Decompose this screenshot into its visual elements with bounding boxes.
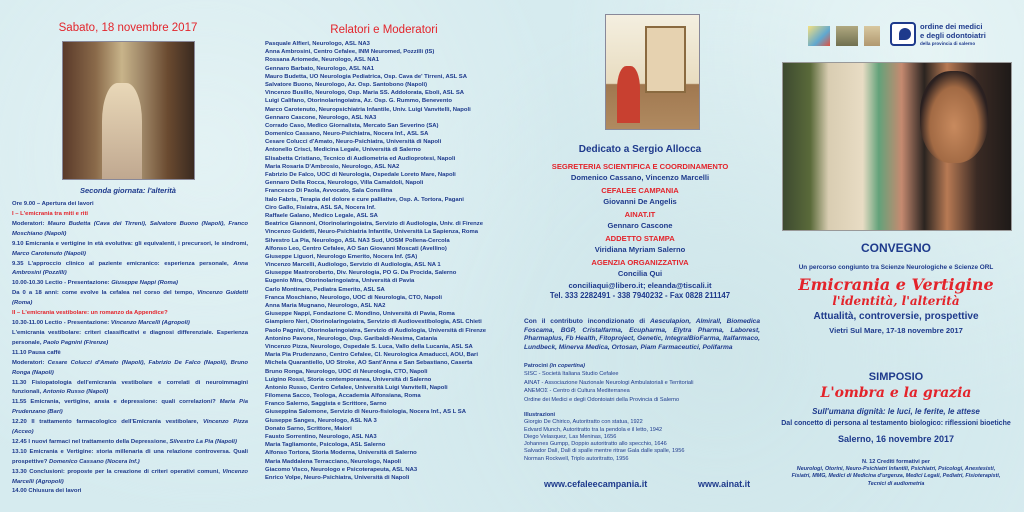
org-section-title: AGENZIA ORGANIZZATIVA bbox=[591, 258, 689, 267]
illustration-image bbox=[62, 41, 195, 180]
speaker-item: Giuseppe Mastroroberto, Div. Neurologia, PO G. Da Procida, Salerno bbox=[265, 270, 457, 277]
credits-title: N. 12 Crediti formativi per bbox=[861, 459, 931, 465]
program-item: Moderatori: Mauro Budetta (Cava dei Tirreni), Salvatore Buono (Napoli), Franco Moschiano (Napoli) bbox=[12, 220, 248, 237]
org-section-title: ADDETTO STAMPA bbox=[605, 234, 675, 243]
speaker-item: Gennaro Cascone, Neurologo, ASL NA3 bbox=[265, 114, 377, 121]
speaker-item: Franca Moschiano, Neurologo, UOC di Neurologia, CTO, Napoli bbox=[265, 294, 442, 301]
de-chirico-painting-image bbox=[782, 62, 1012, 231]
speaker-item: Elisabetta Cristiano, Tecnico di Audiometria ed Audioprotesi, Napoli bbox=[265, 155, 456, 162]
speaker-item: Vincenzo Busillo, Neurologo, Osp. Maria SS. Addolorata, Eboli, ASL SA bbox=[265, 90, 464, 97]
program-item: 9.10 Emicrania e vertigine in età evolutiva: gli equivalenti, i precursori, le sindromi, Marco Carotenuto (Napoli) bbox=[12, 240, 248, 257]
program-item: Da 0 a 18 anni: come evolve la cefalea nel corso del tempo, Vincenzo Guidetti (Roma) bbox=[12, 290, 248, 307]
panel-cover bbox=[768, 0, 1024, 512]
speaker-item: Gennaro Della Rocca, Neurologo, Villa Camaldoli, Napoli bbox=[265, 180, 424, 187]
speakers-title: Relatori e Moderatori bbox=[330, 24, 438, 36]
speaker-item: Filomena Sacco, Teologa, Accademia Alfonsiana, Roma bbox=[265, 393, 421, 400]
simposio-description: Dal concetto di persona al testamento biologico: riflessioni bioetiche bbox=[781, 420, 1011, 427]
patronage-item: SISC - Società Italiana Studio Cefalee bbox=[524, 371, 619, 378]
program-item: 13.30 Conclusioni: proposte per la creazione di criteri operativi comuni, Vincenzo Marcelli (Agropoli) bbox=[12, 468, 248, 485]
speaker-item: Giuseppe Nappi, Fondazione C. Mondino, Università di Pavia, Roma bbox=[265, 311, 455, 318]
speaker-item: Enrico Volpe, Neuro-Psichiatra, Università di Napoli bbox=[265, 474, 410, 481]
speaker-item: Maria Rosaria D'Ambrosio, Neurologo, ASL NA2 bbox=[265, 163, 400, 170]
website-link-ainat[interactable]: www.ainat.it bbox=[698, 479, 751, 489]
ainat-logo-icon bbox=[836, 26, 858, 46]
speaker-item: Ciro Gallo, Fisiatra, ASL SA, Nocera Inf. bbox=[265, 204, 376, 211]
speaker-item: Raffaele Galano, Medico Legale, ASL SA bbox=[265, 212, 378, 219]
program-item: Moderatori: Cesare Colucci d'Amato (Napoli), Fabrizio De Falco (Napoli), Bruno Ronga (Napoli) bbox=[12, 359, 248, 376]
speaker-item: Alfonso Tortora, Storia Moderna, Università di Salerno bbox=[265, 450, 417, 457]
speaker-item: Silvestro La Pia, Neurologo, ASL NA3 Sud, UOSM Pollena-Cercola bbox=[265, 237, 450, 244]
rockwell-illustration-image bbox=[605, 14, 700, 130]
speaker-item: Giuseppe Liguori, Neurologo Emerito, Nocera Inf. (SA) bbox=[265, 253, 418, 260]
simposio-label: SIMPOSIO bbox=[868, 371, 924, 383]
speaker-item: Domenico Cassano, Neuro-Psichiatra, Nocera Inf., ASL SA bbox=[265, 131, 429, 138]
speaker-item: Luigi Califano, Otorinolaringoiatra, Az. Osp. G. Rummo, Benevento bbox=[265, 98, 452, 105]
sponsors-text: Con il contributo incondizionato di Aesculapion, Almirall, Biomedica Foscama, BGP, Cristalfarma, Ecupharma, Elytra Pharma, Laborest, Pharmaplus, Fb Health, Fitoproject, Genetic, IntegralBioFarma, Italfarmaco, Lundbeck, Minerva Medica, Ortosan, Piam Farmaceutici, Polifarma bbox=[524, 318, 760, 352]
speaker-item: Corrado Caso, Medico Giornalista, Mercato San Severino (SA) bbox=[265, 122, 439, 129]
speaker-item: Donato Sarno, Scrittore, Maiori bbox=[265, 425, 352, 432]
convegno-place-date: Vietri Sul Mare, 17-18 novembre 2017 bbox=[829, 326, 963, 335]
illustration-credit: Edvard Munch, Autoritratto tra la pendola e il letto, 1942 bbox=[524, 426, 663, 433]
program-item: 11.10 Pausa caffè bbox=[12, 349, 61, 356]
speaker-item: Fabrizio De Falco, UOC di Neurologia, Ospedale Loreto Mare, Napoli bbox=[265, 172, 456, 178]
speakers-list bbox=[265, 40, 510, 482]
anemos-logo-icon bbox=[864, 26, 880, 46]
speaker-item: Bruno Ronga, Neurologo, UOC di Neurologia, CTO, Napoli bbox=[265, 368, 428, 375]
speaker-item: Maria Pia Prudenzano, Centro Cefalee, Cl. Neurologica Amaducci, AOU, Bari bbox=[265, 352, 478, 359]
day-title: Sabato, 18 novembre 2017 bbox=[58, 22, 198, 34]
patronage-item: Ordine dei Medici e degli Odontoiatri della Provincia di Salerno bbox=[524, 396, 680, 403]
speaker-item: Luigino Rossi, Storia contemporanea, Università di Salerno bbox=[265, 376, 432, 383]
speaker-item: Giacomo Visco, Neurologo e Psicoterapeuta, ASL NA3 bbox=[265, 466, 418, 473]
org-section-value: Gennaro Cascone bbox=[607, 221, 673, 230]
speaker-item: Eugenio Mira, Otorinolaringoiatra, Università di Pavia bbox=[265, 278, 415, 285]
tagline: Attualità, controversie, prospettive bbox=[813, 311, 979, 322]
main-title: Emicrania e Vertigine bbox=[798, 275, 994, 294]
org-section-value: Domenico Cassano, Vincenzo Marcelli bbox=[570, 173, 710, 182]
program-item: 13.10 Emicrania e Vertigine: storia millenaria di una relazione controversa. Quali prospettive? Domenico Cassano (Nocera Inf.) bbox=[12, 448, 248, 465]
program-item: 10.00-10.30 Lectio - Presentazione: Giuseppe Nappi (Roma) bbox=[12, 280, 178, 287]
patronage-item: AINAT - Associazione Nazionale Neurologi Ambulatoriali e Territoriali bbox=[524, 379, 694, 386]
convegno-label: CONVEGNO bbox=[860, 241, 931, 255]
panel-speakers bbox=[256, 0, 512, 512]
speaker-item: Antonio Russo, Centro Cefalee, Università Luigi Vanvitelli, Napoli bbox=[265, 384, 448, 391]
speaker-item: Michela Quarantiello, UO Stroke, AO Sant'Anna e San Sebastiano, Caserta bbox=[265, 360, 473, 367]
program-item: 12.20 Il trattamento farmacologico dell'Emicrania vestibolare, Vincenzo Pizza (Acceo) bbox=[12, 419, 248, 435]
speaker-item: Francesco Di Paola, Avvocato, Sala Consilina bbox=[265, 188, 393, 195]
program-section-title: I – L'emicrania tra miti e riti bbox=[12, 210, 89, 217]
org-section-value: Concilia Qui bbox=[617, 269, 663, 278]
illustration-credit: Salvador Dalì, Dalì di spalle mentre ritrae Gala dalle spalle, 1956 bbox=[524, 448, 685, 455]
org-section-title: CEFALEE CAMPANIA bbox=[601, 186, 679, 195]
ordine-medici-logo-icon bbox=[890, 22, 916, 46]
speaker-item: Paolo Pagnini, Otorinolaringoiatra, Servizio di Audiologia, Università di Firenze bbox=[265, 327, 487, 334]
speaker-item: Antonello Crisci, Medicina Legale, Università di Salerno bbox=[265, 147, 421, 154]
speaker-item: Marco Carotenuto, Neuropsichiatria Infantile, Univ. Luigi Vanvitelli, Napoli bbox=[265, 106, 471, 113]
speaker-item: Carlo Montinaro, Pediatra Emerito, ASL SA bbox=[265, 286, 385, 293]
program-item: 12.45 I nuovi farmaci nel trattamento della Depressione, Silvestro La Pia (Napoli) bbox=[12, 438, 237, 445]
convegno-subtitle: Un percorso congiunto tra Scienze Neurologiche e Scienze ORL bbox=[798, 264, 994, 271]
program-item: 14.00 Chiusura dei lavori bbox=[12, 488, 82, 495]
speaker-item: Vincenzo Pizza, Neurologo, Ospedale S. Luca, Vallo della Lucania, ASL SA bbox=[265, 343, 473, 350]
program-item: 11.30 Fisiopatologia dell'emicrania vestibolare e correlati di neuroimmagini funzionali, Antonio Russo (Napoli) bbox=[12, 379, 248, 396]
patronage: Patrocini (in copertina) SISC - Società Italiana Studio Cefalee AINAT - Associazione Nazionale Neurologi Ambulatoriali e Territoriali ΑΝΕΜΟΣ - Centro di Cultura Mediterranea Ordine dei Medici e degli Odontoiatri della Provincia di Salerno bbox=[524, 362, 764, 404]
program-item: 9.35 L'approccio clinico al paziente emicranico: esperienza personale, Anna Ambrosini (Pozzilli) bbox=[12, 260, 248, 277]
program-item: L'emicrania vestibolare: criteri classificativi e diagnosi differenziale. Esperienza personale, Paolo Pagnini (Firenze) bbox=[12, 330, 248, 346]
org-section-value: Viridiana Myriam Salerno bbox=[594, 245, 686, 254]
program-list bbox=[12, 200, 248, 497]
program-item: 11.55 Emicrania, vertigine, ansia e depressione: quali correlazioni? Maria Pia Prudenzano (Bari) bbox=[12, 399, 248, 416]
program-item: 10.30-11.00 Lectio - Presentazione: Vincenzo Marcelli (Agropoli) bbox=[12, 320, 190, 327]
simposio-date: Salerno, 16 novembre 2017 bbox=[837, 434, 955, 444]
speaker-item: Alfonso Leo, Centro Cefalee, AO San Giovanni Moscati (Avellino) bbox=[265, 245, 447, 252]
illustration-credit: Johannes Gumpp, Doppio autoritratto allo specchio, 1646 bbox=[524, 441, 667, 448]
sisc-logo-icon bbox=[808, 26, 830, 46]
ordine-medici-name: ordine dei medici e degli odontoiatri della provincia di salerno bbox=[920, 22, 986, 46]
speaker-item: Vincenzo Marcelli, Audiologo, Servizio di Audiologia, ASL NA 1 bbox=[265, 262, 441, 269]
program-item: Ore 9.00 – Apertura dei lavori bbox=[12, 201, 94, 207]
patronage-item: ΑΝΕΜΟΣ - Centro di Cultura Mediterranea bbox=[524, 388, 630, 395]
illustrations-credits: Illustrazioni Giorgio De Chirico, Autoritratto con statua, 1922 Edvard Munch, Autoritratto tra la pendola e il letto, 1942 Diego Velasquez, Las Meninas, 1656 Johannes Gumpp, Doppio autoritratto allo specchio, 1646 Salvador Dalì, Dalì di spalle mentre ritrae Gala dalle spalle, 1956 Norman Rockwell, Triplo autoritratto, 1956 bbox=[524, 412, 764, 463]
speaker-item: Mauro Budetta, UO Neurologia Pediatrica, Osp. Cava de' Tirreni, ASL SA bbox=[265, 73, 467, 80]
speaker-item: Antonino Pavone, Neurologo, Osp. Garibaldi-Nesima, Catania bbox=[265, 335, 438, 342]
speaker-item: Vincenzo Guidetti, Neuro-Psichiatria Infantile, Università La Sapienza, Roma bbox=[265, 229, 478, 236]
speaker-item: Gennaro Barbato, Neurologo, ASL NA1 bbox=[265, 65, 374, 72]
speaker-item: Maria Tagliamonte, Psicologa, ASL Salerno bbox=[265, 442, 386, 449]
speaker-item: Anna Ambrosini, Centro Cefalee, INM Neuromed, Pozzilli (IS) bbox=[265, 49, 435, 56]
speaker-item: Giampiero Neri, Otorinolaringoiatra, Servizio di Audiovestibologia, ASL Chieti bbox=[265, 319, 482, 326]
credits-list: Neurologi, Otorini, Neuro-Psichiatri Infantili, Psichiatri, Psicologi, Anestesisti, Fisiatri, MMG, Medici di Medicina d'urgenza, Medici Legali, Pediatri, Fisioterapisti, Tecnici di audiometria bbox=[791, 466, 1001, 487]
day-caption: Seconda giornata: l'alterità bbox=[80, 186, 176, 195]
speaker-item: Pasquale Alfieri, Neurologo, ASL NA3 bbox=[265, 41, 370, 47]
org-section-title: SEGRETERIA SCIENTIFICA E COORDINAMENTO bbox=[551, 162, 729, 171]
panel-program-day2 bbox=[0, 0, 256, 512]
speaker-item: Maria Maddalena Terracciano, Neurologo, Napoli bbox=[265, 458, 402, 465]
org-section-value: Giovanni De Angelis bbox=[603, 197, 677, 206]
panel-organization bbox=[512, 0, 768, 512]
speaker-item: Anna Maria Mugnano, Neurologo, ASL NA2 bbox=[265, 303, 386, 309]
illustration-credit: Giorgio De Chirico, Autoritratto con statua, 1922 bbox=[524, 419, 643, 426]
simposio-title: L'ombra e la grazia bbox=[820, 385, 972, 401]
speaker-item: Franco Salerno, Saggista e Scrittore, Sarno bbox=[265, 401, 387, 408]
simposio-subtitle: Sull'umana dignità: le luci, le ferite, le attese bbox=[812, 407, 980, 416]
dedication: Dedicato a Sergio Allocca bbox=[578, 144, 702, 155]
speaker-item: Beatrice Giannoni, Otorinolaringoiatra, Servizio di Audiologia, Univ. di Firenze bbox=[265, 221, 483, 228]
speaker-item: Italo Fabris, Terapia del dolore e cure palliative, Osp. A. Tortora, Pagani bbox=[265, 196, 464, 203]
program-section-title: II – L'emicrania vestibolare: un romanzo da Appendice? bbox=[12, 310, 168, 317]
main-subtitle: l'identità, l'alterità bbox=[832, 294, 960, 308]
speaker-item: Salvatore Buono, Neurologo, Az. Osp. Santobono (Napoli) bbox=[265, 81, 428, 88]
website-link-cefaleecampania[interactable]: www.cefaleecampania.it bbox=[544, 479, 648, 489]
speaker-item: Giuseppina Salomone, Servizio di Neuro-fisiologia, Nocera Inf., AS L SA bbox=[265, 409, 466, 416]
org-section-title: AINAT.IT bbox=[624, 210, 656, 219]
illustration-credit: Norman Rockwell, Triplo autoritratto, 1956 bbox=[524, 455, 629, 462]
speaker-item: Rossana Ariomede, Neurologo, ASL NA1 bbox=[265, 57, 380, 64]
illustration-credit: Diego Velasquez, Las Meninas, 1656 bbox=[524, 433, 617, 440]
email: conciliaqui@libero.it; eleanda@tiscali.it bbox=[568, 281, 712, 290]
speaker-item: Cesare Colucci d'Amato, Neuro-Psichiatra, Università di Napoli bbox=[265, 139, 442, 146]
speaker-item: Fausto Sorrentino, Neurologo, ASL NA3 bbox=[265, 434, 377, 440]
phone: Tel. 333 2282491 - 338 7940232 - Fax 0828 211147 bbox=[549, 291, 731, 300]
speaker-item: Giuseppe Sanges, Neurologo, ASL NA 3 bbox=[265, 417, 377, 424]
